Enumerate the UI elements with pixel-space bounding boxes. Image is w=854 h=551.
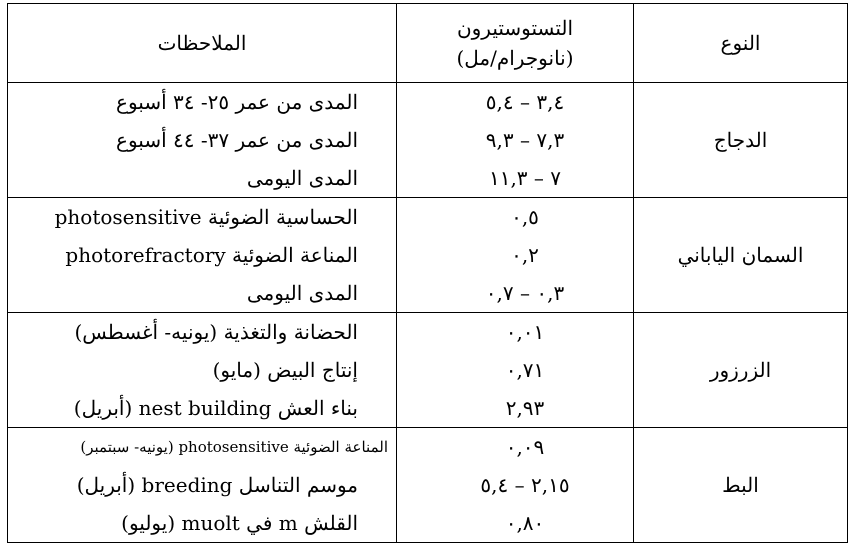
testosterone-cell [397, 428, 634, 543]
testosterone-cell [397, 198, 634, 313]
table-row [8, 198, 848, 313]
note-text: الحساسية الضوئية photosensitive [54, 205, 358, 229]
notes-cell [8, 428, 397, 543]
testosterone-value: ٠,٧١ [505, 358, 545, 382]
testosterone-value: ٣,٤ – ٥,٤ [485, 90, 565, 114]
testosterone-cell [397, 83, 634, 198]
header-notes: الملاحظات [8, 4, 397, 83]
notes-cell [8, 313, 397, 428]
testosterone-value: ٠,٥ [511, 205, 539, 229]
note-text: المدى اليومى [246, 166, 358, 190]
testosterone-table [7, 3, 848, 543]
header-testosterone [397, 4, 634, 83]
testosterone-value: ٠,٣ – ٠,٧ [485, 281, 565, 305]
testosterone-cell [397, 313, 634, 428]
header-testosterone-title: التستوستيرون [456, 16, 574, 40]
note-text: المدى من عمر ٢٥- ٣٤ أسبوع [116, 90, 358, 114]
notes-cell [8, 83, 397, 198]
table-row [8, 313, 848, 428]
testosterone-value: ٠,٠١ [505, 320, 545, 344]
testosterone-value: ٠,٨٠ [505, 511, 545, 535]
note-text: موسم التناسل breeding (أبريل) [76, 473, 358, 497]
notes-cell [8, 198, 397, 313]
species-cell: السمان الياباني [634, 198, 848, 313]
testosterone-value: ٢,٩٣ [505, 396, 545, 420]
header-testosterone-unit: (نانوجرام/مل) [456, 46, 574, 70]
testosterone-value: ٠,٠٩ [505, 435, 545, 459]
table-row [8, 428, 848, 543]
species-cell: البط [634, 428, 848, 543]
note-text: المدى اليومى [246, 281, 358, 305]
species-cell: الدجاج [634, 83, 848, 198]
table-row [8, 83, 848, 198]
note-text: بناء العش nest building (أبريل) [73, 396, 358, 420]
testosterone-value: ٢,١٥ – ٥,٤ [480, 473, 570, 497]
note-text: الحضانة والتغذية (يونيه- أغسطس) [74, 320, 358, 344]
note-text: إنتاج البيض (مايو) [212, 358, 358, 382]
testosterone-value: ٠,٢ [511, 243, 539, 267]
header-type: النوع [634, 4, 848, 83]
testosterone-value: ٧,٣ – ٩,٣ [485, 128, 565, 152]
testosterone-value: ٧ – ١١,٣ [488, 166, 562, 190]
note-text: القلش m في muolt (يوليو) [121, 511, 358, 535]
note-text: المدى من عمر ٣٧- ٤٤ أسبوع [116, 128, 358, 152]
header-row [8, 4, 848, 83]
note-text: المناعة الضوئية photorefractory [65, 243, 358, 267]
note-text: المناعة الضوئية photosensitive (يونيه- سبتمبر) [80, 438, 388, 456]
species-cell: الزرزور [634, 313, 848, 428]
